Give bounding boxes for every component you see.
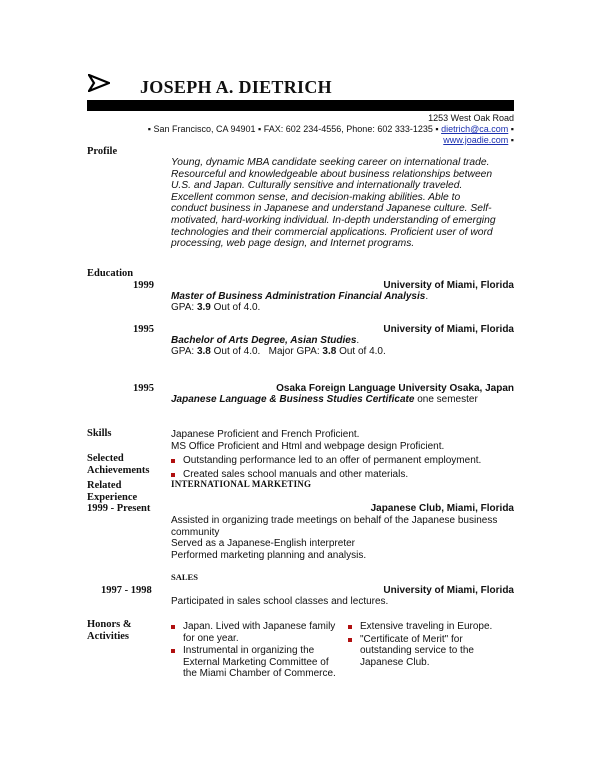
job-description <box>171 596 388 608</box>
profile-line: Young, dynamic MBA candidate seeking career on international trade. <box>171 157 490 168</box>
honors-col-2 <box>348 621 514 668</box>
job-dates: 1997 - 1998 <box>101 585 152 596</box>
job-line: Performed marketing planning and analysis. <box>171 549 367 561</box>
candidate-name: JOSEPH A. DIETRICH <box>140 77 332 97</box>
edu-degree-line <box>171 394 478 406</box>
job-line: community <box>171 526 220 538</box>
profile-line: U.S. and Japan. Culturally sensitive and internationally traveled. <box>171 180 463 192</box>
bullet-sep-icon: ▪ <box>435 124 439 134</box>
job-description <box>171 515 497 561</box>
edu-school: University of Miami, Florida <box>383 280 514 291</box>
job-line: Participated in sales school classes and lectures. <box>171 596 389 607</box>
gpa-rest: Out of 4.0. <box>210 302 261 313</box>
honors-label-line: Honors & <box>87 619 132 630</box>
edu-degree: Bachelor of Arts Degree, Asian Studies <box>171 335 357 346</box>
edu-school: Osaka Foreign Language University Osaka, Japan <box>276 383 514 394</box>
major-gpa-rest: Out of 4.0. <box>336 346 386 357</box>
header-rule <box>87 100 514 111</box>
gpa-rest: Out of 4.0. <box>210 346 261 357</box>
achievement-text: Outstanding performance led to an offer of permanent employment. <box>183 455 482 466</box>
achievements-label <box>87 453 149 477</box>
profile-label: Profile <box>87 146 118 157</box>
job-dates: 1999 - Present <box>87 503 151 514</box>
achievement-text: Created sales school manuals and other materials. <box>183 468 409 480</box>
edu-degree-suffix: one semester <box>414 394 478 405</box>
website-line <box>443 135 514 146</box>
contact-city: San Francisco, CA 94901 <box>153 124 256 134</box>
skills-line: Japanese Proficient and French Proficient. <box>171 429 360 440</box>
edu-degree: Japanese Language & Business Studies Certificate <box>171 394 415 405</box>
honor-line: Japanese Club. <box>360 656 430 668</box>
gpa-value: 3.8 <box>196 346 211 357</box>
edu-year: 1995 <box>133 383 154 394</box>
bullet-sep-icon: ▪ <box>258 124 262 134</box>
list-item <box>348 634 514 669</box>
experience-label <box>87 480 137 504</box>
honor-line: Instrumental in organizing the <box>183 645 315 656</box>
honor-line: "Certificate of Merit" for <box>360 633 463 645</box>
edu-gpa-line <box>171 302 260 314</box>
profile-line: conduct business in Japanese and understand Japanese culture. Self- <box>171 203 492 215</box>
edu-year: 1995 <box>133 324 154 335</box>
bullet-sep-icon: ▪ <box>510 124 514 134</box>
job-line: Served as a Japanese-English interpreter <box>171 538 355 549</box>
section-title: INTERNATIONAL MARKETING <box>171 479 312 489</box>
address-line: 1253 West Oak Road <box>428 113 514 123</box>
contact-line <box>148 124 514 135</box>
honors-col-1 <box>171 621 341 680</box>
job-line: Assisted in organizing trade meetings on behalf of the Japanese business <box>171 515 498 526</box>
edu-degree-line <box>171 335 359 347</box>
honor-line: Japan. Lived with Japanese family <box>183 621 336 632</box>
skills-label: Skills <box>87 428 112 439</box>
gpa-prefix: GPA: <box>171 302 197 313</box>
arrow-icon <box>88 74 110 92</box>
profile-line: motivated, hard-working individual. In-depth understanding of emerging <box>171 214 496 226</box>
gpa-value: 3.9 <box>196 302 211 313</box>
gpa-prefix: GPA: <box>171 346 197 357</box>
bullet-sep-icon: ▪ <box>147 124 151 134</box>
honor-line: External Marketing Committee of <box>183 656 329 668</box>
edu-year: 1999 <box>133 280 154 291</box>
job-org: Japanese Club, Miami, Florida <box>370 503 514 514</box>
email-link[interactable]: dietrich@ca.com <box>441 124 509 134</box>
section-title: SALES <box>171 572 198 582</box>
list-item <box>348 621 514 633</box>
list-item <box>171 621 341 644</box>
education-label: Education <box>87 268 134 279</box>
honor-line: the Miami Chamber of Commerce. <box>183 668 336 679</box>
job-org: University of Miami, Florida <box>383 585 514 596</box>
bullet-icon <box>348 625 352 629</box>
list-item <box>171 455 481 467</box>
achievements-list <box>171 455 481 480</box>
honor-line: Extensive traveling in Europe. <box>360 621 493 632</box>
website-link[interactable]: www.joadie.com <box>443 135 509 145</box>
edu-gpa-line <box>171 346 386 358</box>
bullet-icon <box>171 649 175 653</box>
honor-line: outstanding service to the <box>360 645 474 656</box>
major-gpa-prefix: Major GPA: <box>260 346 323 357</box>
profile-line: technologies and their commercial applications. Proficient user of word <box>171 226 493 238</box>
edu-degree: Master of Business Administration Financial Analysis <box>171 291 426 302</box>
edu-school: University of Miami, Florida <box>383 324 514 335</box>
experience-label-line: Related <box>87 480 122 491</box>
bullet-icon <box>171 473 175 477</box>
achievements-label-line: Achievements <box>87 465 150 476</box>
edu-degree-suffix: . <box>425 291 429 302</box>
edu-degree-line <box>171 291 428 303</box>
major-gpa-value: 3.8 <box>322 346 337 357</box>
honor-line: for one year. <box>183 632 239 644</box>
contact-phone: FAX: 602 234-4556, Phone: 602 333-1235 <box>263 124 433 134</box>
experience-label-line: Experience <box>87 492 138 503</box>
list-item <box>171 645 341 680</box>
achievements-label-line: Selected <box>87 453 124 464</box>
honors-label <box>87 619 132 643</box>
skills-line: MS Office Proficient and Html and webpage design Proficient. <box>171 440 445 452</box>
profile-line: Excellent common sense, and decision-making abilities. Able to <box>171 191 461 203</box>
edu-degree-suffix: . <box>356 335 360 346</box>
bullet-icon <box>348 638 352 642</box>
profile-line: processing, web page design, and Internet programs. <box>171 238 415 250</box>
bullet-sep-icon: ▪ <box>510 135 514 145</box>
honors-label-line: Activities <box>87 631 129 642</box>
bullet-icon <box>171 625 175 629</box>
profile-text <box>171 157 496 250</box>
bullet-icon <box>171 459 175 463</box>
skills-text <box>171 429 444 452</box>
profile-line: Resourceful and knowledgeable about business relationships between <box>171 168 493 180</box>
